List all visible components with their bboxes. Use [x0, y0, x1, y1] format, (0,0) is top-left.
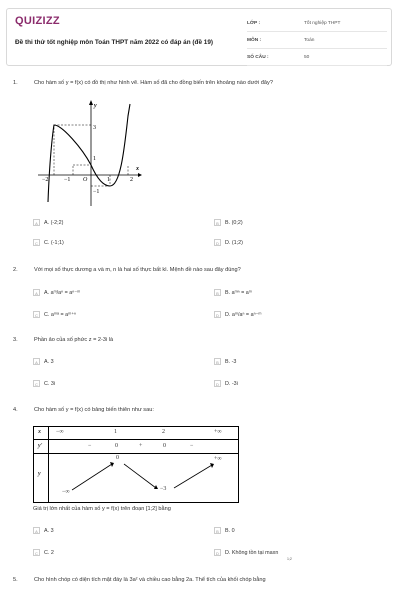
- option-c[interactable]: C C. 3i: [33, 380, 55, 387]
- question-number: 4.: [13, 407, 18, 413]
- y-tick: 3: [93, 125, 96, 131]
- option-letter-box: B: [214, 358, 221, 365]
- meta-value: Tốt nghiệp THPT: [304, 21, 341, 26]
- y-tick: −1: [93, 189, 100, 195]
- option-letter-box: D: [214, 311, 221, 318]
- table-yp-value: 0: [115, 443, 118, 449]
- x-tick: 2: [130, 177, 133, 183]
- max-subscript: 1;2: [287, 557, 292, 561]
- option-a[interactable]: A A. (-2;2): [33, 219, 63, 226]
- variation-table: [33, 426, 239, 503]
- option-letter-box: A: [33, 358, 40, 365]
- option-a[interactable]: A A. 3: [33, 358, 54, 365]
- origin-label: O: [83, 177, 88, 183]
- table-y-label: y: [38, 471, 41, 477]
- y-axis-label: y: [94, 103, 97, 109]
- question-text: Phần ảo của số phức z = 2-3i là: [34, 337, 114, 343]
- option-c[interactable]: C C. 2: [33, 549, 54, 556]
- meta-row-class: [247, 15, 387, 32]
- question-text: Cho hình chóp có diện tích mặt đáy là 3a² và chiều cao bằng 2a. Thể tích của khối chóp bằng: [34, 577, 266, 583]
- table-yp-value: −: [88, 443, 92, 449]
- function-graph: [36, 98, 148, 208]
- option-letter-box: B: [214, 527, 221, 534]
- meta-value: 50: [304, 55, 310, 60]
- table-y-value: +∞: [214, 456, 222, 462]
- option-letter-box: A: [33, 219, 40, 226]
- option-letter-box: D: [214, 549, 221, 556]
- option-b[interactable]: B B. -3: [214, 358, 236, 365]
- x-axis-arrow-icon: [138, 173, 142, 177]
- document-title: Đề thi thử tốt nghiệp môn Toán THPT năm 2022 có đáp án (đề 19): [15, 39, 214, 46]
- question-text: Giá trị lớn nhất của hàm số y = f(x) trên đoạn [1;2] bằng: [33, 506, 171, 512]
- y-tick: 1: [93, 156, 96, 162]
- question-number: 2.: [13, 267, 18, 273]
- table-y-value: 0: [116, 455, 119, 461]
- meta-row-count: [247, 49, 387, 66]
- option-letter-box: B: [214, 219, 221, 226]
- option-letter-box: A: [33, 289, 40, 296]
- function-curve: [48, 104, 130, 202]
- question-text: Cho hàm số y = f(x) có đồ thị như hình vẽ. Hàm số đã cho đồng biến trên khoảng nào dưới đây?: [34, 80, 273, 86]
- question-number: 3.: [13, 337, 18, 343]
- worksheet-header: [6, 8, 392, 66]
- option-letter-box: B: [214, 289, 221, 296]
- table-x-value: 1: [114, 429, 117, 435]
- meta-panel: [247, 15, 387, 66]
- x-tick: −1: [64, 177, 71, 183]
- option-d[interactable]: D D. (1;2): [214, 239, 243, 246]
- option-letter-box: C: [33, 549, 40, 556]
- option-b[interactable]: B B. aᵐⁿ = aᵐ: [214, 289, 252, 296]
- option-letter-box: C: [33, 239, 40, 246]
- option-c[interactable]: C C. aᵐᵃ = aᵐ⁺ⁿ: [33, 311, 76, 318]
- meta-key: SỐ CÂU :: [247, 55, 269, 60]
- option-letter-box: A: [33, 527, 40, 534]
- option-letter-box: C: [33, 311, 40, 318]
- x-tick: −2: [42, 177, 49, 183]
- question-number: 1.: [13, 80, 18, 86]
- x-tick: 1: [107, 177, 110, 183]
- question-text: Cho hàm số y = f(x) có bảng biến thiên như sau:: [34, 407, 154, 413]
- option-c[interactable]: C C. (-1;1): [33, 239, 64, 246]
- table-yp-value: +: [139, 443, 143, 449]
- x-axis-label: x: [136, 166, 139, 172]
- option-b[interactable]: B B. 0: [214, 527, 235, 534]
- option-d[interactable]: D D. -3i: [214, 380, 238, 387]
- meta-value: Toán: [304, 38, 315, 43]
- variation-arrows: [34, 427, 238, 502]
- meta-row-subject: [247, 32, 387, 49]
- question-number: 5.: [13, 577, 18, 583]
- table-yp-value: −: [190, 443, 194, 449]
- quizizz-logo: QUIZIZZ: [15, 15, 60, 27]
- table-x-value: +∞: [214, 429, 222, 435]
- meta-key: LỚP :: [247, 21, 261, 26]
- option-letter-box: D: [214, 380, 221, 387]
- table-yp-label: y': [38, 443, 43, 449]
- question-text: Với mọi số thực dương a và m, n là hai số thực bất kì. Mệnh đề nào sau đây đúng?: [34, 267, 241, 273]
- table-x-label: x: [38, 429, 41, 435]
- option-letter-box: C: [33, 380, 40, 387]
- option-b[interactable]: B B. (0;2): [214, 219, 243, 226]
- option-letter-box: D: [214, 239, 221, 246]
- meta-key: MÔN :: [247, 38, 262, 43]
- table-y-value: −∞: [62, 489, 70, 495]
- table-x-value: 2: [162, 429, 165, 435]
- table-y-value: −3: [160, 486, 167, 492]
- option-a[interactable]: A A. 3: [33, 527, 54, 534]
- option-d[interactable]: D D. Không tồn tại maxn: [214, 549, 278, 556]
- table-yp-value: 0: [163, 443, 166, 449]
- option-a[interactable]: A A. aᵐ/aⁿ = aⁿ⁻ᵐ: [33, 289, 80, 296]
- table-x-value: −∞: [56, 429, 64, 435]
- y-axis-arrow-icon: [89, 100, 93, 105]
- option-d[interactable]: D D. aᵐ/aⁿ = aⁿ⁻ᵐ: [214, 311, 261, 318]
